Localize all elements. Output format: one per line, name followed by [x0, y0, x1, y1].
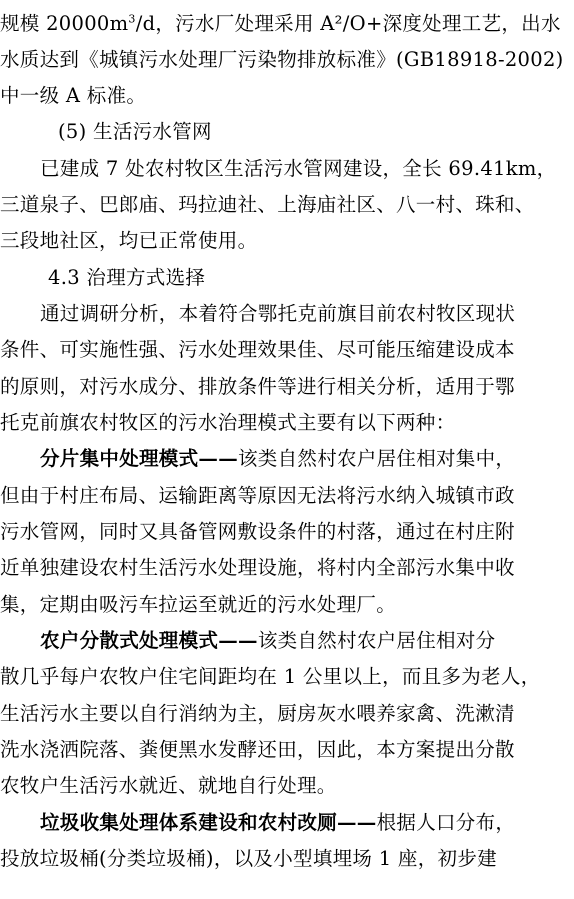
- bold-term: 垃圾收集处理体系建设和农村改厕——: [40, 811, 377, 834]
- text-line: 垃圾收集处理体系建设和农村改厕——根据人口分布，: [40, 811, 516, 834]
- text-line: 通过调研分析，本着符合鄂托克前旗目前农村牧区现状: [40, 302, 516, 325]
- text-line: 托克前旗农村牧区的污水治理模式主要有以下两种：: [0, 411, 456, 434]
- bold-term: 分片集中处理模式——: [40, 447, 238, 470]
- text-line: 投放垃圾桶(分类垃圾桶)，以及小型填埋场 1 座，初步建: [0, 847, 497, 870]
- text-line: 的原则，对污水成分、排放条件等进行相关分析，适用于鄂: [0, 375, 515, 398]
- text-line: 农户分散式处理模式——该类自然村农户居住相对分: [40, 629, 496, 652]
- text-line: 散几乎每户农牧户住宅间距均在 1 公里以上，而且多为老人，: [0, 665, 541, 688]
- text-line: 近单独建设农村生活污水处理设施，将村内全部污水集中收: [0, 556, 515, 579]
- text-line: 农牧户生活污水就近、就地自行处理。: [0, 774, 337, 797]
- text-line: 水质达到《城镇污水处理厂污染物排放标准》(GB18918-2002): [0, 48, 564, 71]
- text-line: 洗水浇洒院落、粪便黑水发酵还田，因此，本方案提出分散: [0, 738, 515, 761]
- section-heading: 4.3 治理方式选择: [48, 266, 206, 289]
- text-line: 分片集中处理模式——该类自然村农户居住相对集中，: [40, 447, 516, 470]
- text-line: 但由于村庄布局、运输距离等原因无法将污水纳入城镇市政: [0, 484, 515, 507]
- text-line: 中一级 A 标准。: [0, 84, 147, 107]
- text-line: 污水管网，同时又具备管网敷设条件的村落，通过在村庄附: [0, 520, 515, 543]
- text-line: 规模 $20000m^3/d$，污水厂处理采用 A²/O+深度处理工艺，出水: [0, 12, 561, 35]
- text-line: 生活污水主要以自行消纳为主，厨房灰水喂养家禽、洗漱清: [0, 702, 515, 725]
- bold-term: 农户分散式处理模式——: [40, 629, 258, 652]
- text-line: 条件、可实施性强、污水处理效果佳、尽可能压缩建设成本: [0, 338, 515, 361]
- text-line: 已建成 7 处农村牧区生活污水管网建设，全长 69.41km，: [40, 157, 557, 180]
- text-line: 三段地社区，均已正常使用。: [0, 229, 258, 252]
- section-heading: (5) 生活污水管网: [58, 120, 212, 143]
- text-line: 三道泉子、巴郎庙、玛拉迪社、上海庙社区、八一村、珠和、: [0, 193, 535, 216]
- text-line: 集，定期由吸污车拉运至就近的污水处理厂。: [0, 593, 397, 616]
